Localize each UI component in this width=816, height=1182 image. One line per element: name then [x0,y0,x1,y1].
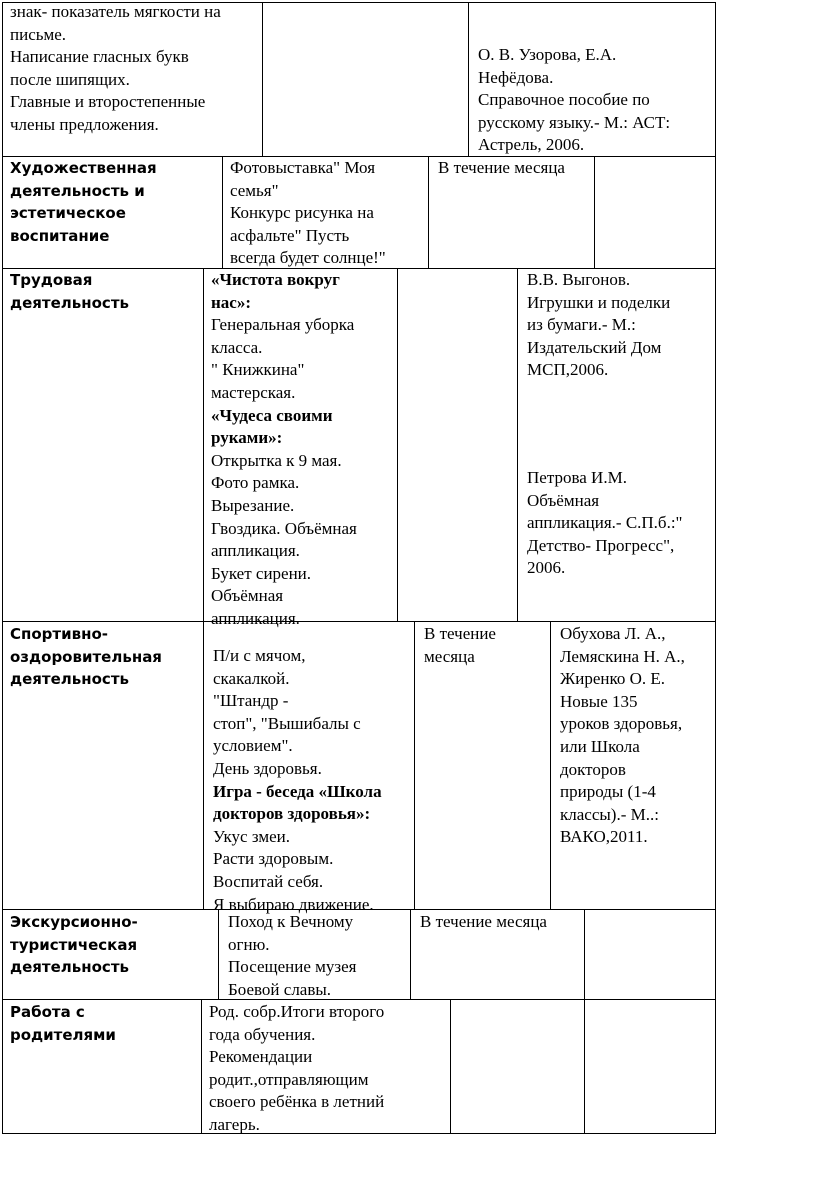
cell-line: оздоровительная [10,647,162,666]
cell-line: Жиренко О. Е. [560,669,666,689]
cell-line: аппликация. [211,541,300,561]
cell-line: Экскурсионно- [10,913,138,931]
cell-line: Фото рамка. [211,473,300,493]
cell-line: ВАКО,2011. [560,827,648,847]
column-divider [203,268,204,621]
cell-line: условием". [213,736,293,756]
cell-line: Фотовыставка" Моя [230,158,376,177]
row1-area-cell [10,157,157,247]
cell-line: докторов здоровья»: [213,804,371,824]
row1-activity-cell [230,157,386,270]
cell-line: родит.,отправляющим [209,1069,369,1089]
column-divider [203,621,204,909]
cell-line: Спортивно- [10,625,109,643]
cell-line: русскому языку.- М.: АСТ: [478,112,671,132]
row-divider [2,621,716,622]
cell-line: Генеральная уборка [211,315,355,335]
cell-line: Гвоздика. Объёмная [211,518,357,538]
cell-line: Лемяскина Н. А., [560,646,685,666]
row3-reference-cell [560,623,685,849]
cell-line: всегда будет солнце!" [230,248,386,268]
row3-activity-cell [213,645,382,916]
column-divider [397,268,398,621]
cell-line: Главные и второстепенные [10,92,206,112]
row1-timing-cell [438,157,565,180]
cell-line: члены предложения. [10,114,159,134]
cell-line: Рекомендации [209,1047,313,1067]
row5-area-cell [10,1001,116,1046]
cell-line: или Школа [560,736,640,756]
cell-line: Астрель, 2006. [478,135,585,155]
column-divider [550,621,551,909]
cell-line: Нефёдова. [478,67,554,87]
cell-line: письме. [10,24,67,44]
cell-line: воспитание [10,226,110,245]
row3-timing-cell [424,623,496,668]
row4-area-cell [10,911,138,979]
cell-line: Игрушки и поделки [527,292,671,312]
cell-line: Боевой славы. [228,979,332,999]
column-divider [201,999,202,1134]
cell-line: природы (1-4 [560,782,656,802]
column-divider [410,909,411,999]
cell-line: эстетическое [10,204,126,223]
column-divider [468,2,469,156]
cell-line: деятельность и [10,181,145,200]
cell-line: «Чистота вокруг [211,270,340,289]
column-divider [450,999,451,1134]
row4-activity-cell [228,911,356,1001]
cell-line: родителями [10,1025,116,1044]
cell-line: В течение [424,624,496,643]
cell-line: из бумаги.- М.: [527,315,636,335]
cell-line: Открытка к 9 мая. [211,450,342,470]
cell-line: аппликация. [211,608,300,628]
column-divider [594,156,595,268]
cell-line: нас»: [211,292,252,312]
row0-topic-cell [10,1,221,137]
cell-line: Воспитай себя. [213,871,324,891]
row2-area-cell [10,269,129,314]
cell-line: Расти здоровым. [213,849,334,869]
cell-line: В.В. Выгонов. [527,270,631,289]
cell-line: Игра - беседа «Школа [213,781,382,801]
row5-activity-cell [209,1001,384,1137]
cell-line: П/и с мячом, [213,646,306,665]
cell-line: года обучения. [209,1024,316,1044]
cell-line: мастерская. [211,382,296,402]
cell-line: деятельность [10,958,129,977]
cell-line: Объёмная [527,490,600,510]
cell-line: Написание гласных букв [10,47,189,67]
cell-line: Объёмная [211,586,284,606]
cell-line: аппликация.- С.П.б.:" [527,513,683,533]
cell-line: классы).- М..: [560,804,659,824]
cell-line: Конкурс рисунка на [230,203,374,223]
cell-line: лагерь. [209,1114,260,1134]
cell-line: Род. собр.Итоги второго [209,1002,385,1021]
cell-line: руками»: [211,428,283,448]
cell-line: «Чудеса своими [211,405,333,425]
row3-area-cell [10,623,162,691]
cell-line: Букет сирени. [211,563,312,583]
cell-line: Издательский Дом [527,337,662,357]
cell-line: Петрова И.М. [527,468,627,487]
cell-line: В течение месяца [420,912,547,931]
row4-timing-cell [420,911,547,934]
cell-line: Детство- Прогресс", [527,535,675,555]
cell-line: В течение месяца [438,158,565,177]
cell-line: Поход к Вечному [228,912,354,931]
cell-line: семья" [230,180,279,200]
cell-line: "Штандр - [213,691,289,711]
cell-line: асфальте" Пусть [230,225,350,245]
cell-line: О. В. Узорова, Е.А. [478,45,617,64]
column-divider [414,621,415,909]
cell-line: знак- показатель мягкости на [10,2,221,21]
cell-line: Новые 135 [560,691,638,711]
column-divider [584,909,585,999]
cell-line: Обухова Л. А., [560,624,666,643]
cell-line: деятельность [10,670,129,689]
column-divider [584,999,585,1134]
column-divider [222,156,223,268]
cell-line: огню. [228,934,270,954]
cell-line: Вырезание. [211,495,295,515]
column-divider [262,2,263,156]
row2-activity-cell [211,269,357,631]
row2-reference1-cell [527,269,670,382]
cell-line: Укус змеи. [213,826,290,846]
cell-line: туристическая [10,935,138,954]
row0-reference-cell [478,44,670,157]
column-divider [218,909,219,999]
cell-line: День здоровья. [213,758,322,778]
cell-line: скакалкой. [213,668,290,688]
cell-line: МСП,2006. [527,360,609,380]
cell-line: уроков здоровья, [560,714,683,734]
cell-line: Я выбираю движение. [213,894,374,914]
cell-line: Художественная [10,159,157,177]
cell-line: деятельность [10,293,129,312]
column-divider [428,156,429,268]
cell-line: после шипящих. [10,69,130,89]
cell-line: Посещение музея [228,957,357,977]
cell-line: Справочное пособие по [478,90,650,110]
row2-reference2-cell [527,467,683,580]
cell-line: класса. [211,337,263,357]
cell-line: " Книжкина" [211,360,305,380]
cell-line: Трудовая [10,271,93,289]
cell-line: 2006. [527,558,566,578]
cell-line: месяца [424,646,475,666]
cell-line: своего ребёнка в летний [209,1092,385,1112]
cell-line: Работа с [10,1003,85,1021]
column-divider [517,268,518,621]
cell-line: докторов [560,759,626,779]
row-divider [2,999,716,1000]
cell-line: стоп", "Вышибалы с [213,713,361,733]
